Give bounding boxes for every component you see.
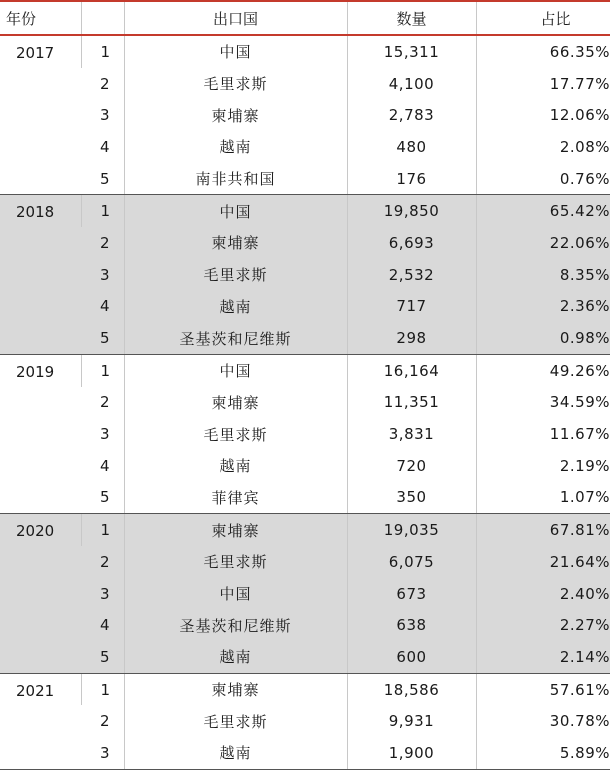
table-header: [0, 1, 610, 35]
country-cell: 越南: [124, 291, 347, 323]
quantity-cell: 11,351: [347, 387, 476, 419]
rank-cell: 5: [81, 482, 124, 514]
quantity-cell: 673: [347, 578, 476, 610]
rank-cell: 2: [100, 74, 110, 93]
rank-cell: 3: [81, 578, 124, 610]
header-rank: [81, 1, 124, 35]
rank-cell: 3: [81, 737, 124, 769]
year-cell: 2020: [0, 514, 81, 673]
share-cell: 12.06%: [476, 99, 610, 131]
share-cell: 0.76%: [476, 163, 610, 195]
quantity-cell: 4,100: [347, 68, 476, 100]
rank-cell: 3: [81, 259, 124, 291]
share-cell: 2.08%: [476, 131, 610, 163]
quantity-cell: 19,035: [347, 514, 476, 546]
table-row: [0, 641, 610, 673]
header-row: [0, 1, 610, 35]
year-group: [0, 195, 610, 354]
country-cell: 柬埔寨: [124, 514, 347, 546]
quantity-cell: 19,850: [347, 195, 476, 227]
quantity-cell: 1,900: [347, 737, 476, 769]
header-share: 占比: [476, 1, 610, 35]
quantity-cell: 176: [347, 163, 476, 195]
table-row: [0, 322, 610, 354]
share-cell: 57.61%: [476, 673, 610, 705]
quantity-cell: 717: [347, 291, 476, 323]
rank-cell: 2: [81, 227, 124, 259]
share-cell: 11.67%: [476, 418, 610, 450]
share-cell: 21.64%: [476, 546, 610, 578]
share-cell: 8.35%: [476, 259, 610, 291]
table-row: [0, 227, 610, 259]
table-row: [0, 387, 610, 419]
rank-cell: 5: [81, 163, 124, 195]
table-row: [0, 259, 610, 291]
country-cell: 毛里求斯: [124, 68, 347, 100]
country-cell: 圣基茨和尼维斯: [124, 322, 347, 354]
table-row: [0, 609, 610, 641]
rank-cell: 4: [100, 137, 110, 156]
share-cell: 22.06%: [476, 227, 610, 259]
table-row: [0, 195, 610, 227]
quantity-cell: 6,075: [347, 546, 476, 578]
rank-cell: 2: [100, 393, 110, 412]
quantity-cell: 15,311: [347, 35, 476, 68]
rank-cell: 4: [81, 609, 124, 641]
table-row: [0, 705, 610, 737]
rank-cell: 4: [81, 291, 124, 323]
quantity-cell: 3,831: [347, 418, 476, 450]
country-cell: 毛里求斯: [124, 418, 347, 450]
rank-cell: 1: [81, 35, 124, 68]
year-group: [0, 35, 610, 195]
country-cell: 越南: [124, 131, 347, 163]
share-cell: 49.26%: [476, 354, 610, 386]
rank-cell: 5: [81, 322, 124, 354]
country-cell: 毛里求斯: [124, 546, 347, 578]
country-cell: 中国: [124, 354, 347, 386]
share-cell: 0.98%: [476, 322, 610, 354]
table-row: [0, 578, 610, 610]
share-cell: 2.14%: [476, 641, 610, 673]
quantity-cell: 350: [347, 482, 476, 514]
quantity-cell: 18,586: [347, 673, 476, 705]
country-cell: 柬埔寨: [124, 227, 347, 259]
table-row: [0, 514, 610, 546]
rank-cell: 3: [100, 106, 110, 125]
share-cell: 67.81%: [476, 514, 610, 546]
share-cell: 30.78%: [476, 705, 610, 737]
quantity-cell: 2,783: [347, 99, 476, 131]
country-cell: 毛里求斯: [124, 705, 347, 737]
table-row: [0, 99, 610, 131]
rank-cell: 3: [100, 425, 110, 444]
country-cell: 毛里求斯: [124, 259, 347, 291]
quantity-cell: 9,931: [347, 705, 476, 737]
header-year: 年份: [0, 1, 81, 35]
table-row: [0, 450, 610, 482]
table-row: [0, 418, 610, 450]
quantity-cell: 720: [347, 450, 476, 482]
table-row: [0, 35, 610, 68]
rank-cell: 1: [81, 195, 124, 227]
rank-cell: 1: [81, 354, 124, 386]
share-cell: 1.07%: [476, 482, 610, 514]
table-row: [0, 737, 610, 769]
country-cell: 菲律宾: [124, 482, 347, 514]
year-group: [0, 354, 610, 513]
share-cell: 34.59%: [476, 387, 610, 419]
table-row: [0, 163, 610, 195]
country-cell: 柬埔寨: [124, 387, 347, 419]
country-cell: 越南: [124, 737, 347, 769]
country-cell: 柬埔寨: [124, 99, 347, 131]
header-country: 出口国: [124, 1, 347, 35]
country-cell: 柬埔寨: [124, 673, 347, 705]
country-cell: 越南: [124, 450, 347, 482]
rank-cell: 1: [81, 514, 124, 546]
share-cell: 2.19%: [476, 450, 610, 482]
quantity-cell: 480: [347, 131, 476, 163]
share-cell: 65.42%: [476, 195, 610, 227]
quantity-cell: 600: [347, 641, 476, 673]
year-cell: 2018: [0, 195, 81, 354]
year-cell: 2019: [0, 354, 81, 513]
quantity-cell: 2,532: [347, 259, 476, 291]
table-row: [0, 131, 610, 163]
year-group: [0, 673, 610, 769]
table-row: [0, 68, 610, 100]
table-row: [0, 546, 610, 578]
share-cell: 2.40%: [476, 578, 610, 610]
country-cell: 圣基茨和尼维斯: [124, 609, 347, 641]
country-cell: 南非共和国: [124, 163, 347, 195]
country-cell: 中国: [124, 195, 347, 227]
rank-cell: 2: [100, 712, 110, 731]
quantity-cell: 16,164: [347, 354, 476, 386]
year-cell: 2017: [0, 35, 81, 195]
table-row: [0, 291, 610, 323]
share-cell: 17.77%: [476, 68, 610, 100]
table-row: [0, 354, 610, 386]
quantity-cell: 298: [347, 322, 476, 354]
rank-cell: 1: [81, 673, 124, 705]
year-cell: 2021: [0, 673, 81, 769]
table-row: [0, 482, 610, 514]
header-quantity: 数量: [347, 1, 476, 35]
rank-cell: 2: [81, 546, 124, 578]
table-row: [0, 673, 610, 705]
quantity-cell: 638: [347, 609, 476, 641]
share-cell: 5.89%: [476, 737, 610, 769]
quantity-cell: 6,693: [347, 227, 476, 259]
country-cell: 中国: [124, 578, 347, 610]
rank-cell: 5: [81, 641, 124, 673]
share-cell: 66.35%: [476, 35, 610, 68]
share-cell: 2.27%: [476, 609, 610, 641]
country-cell: 越南: [124, 641, 347, 673]
rank-cell: 4: [100, 456, 110, 475]
year-group: [0, 514, 610, 673]
share-cell: 2.36%: [476, 291, 610, 323]
country-cell: 中国: [124, 35, 347, 68]
